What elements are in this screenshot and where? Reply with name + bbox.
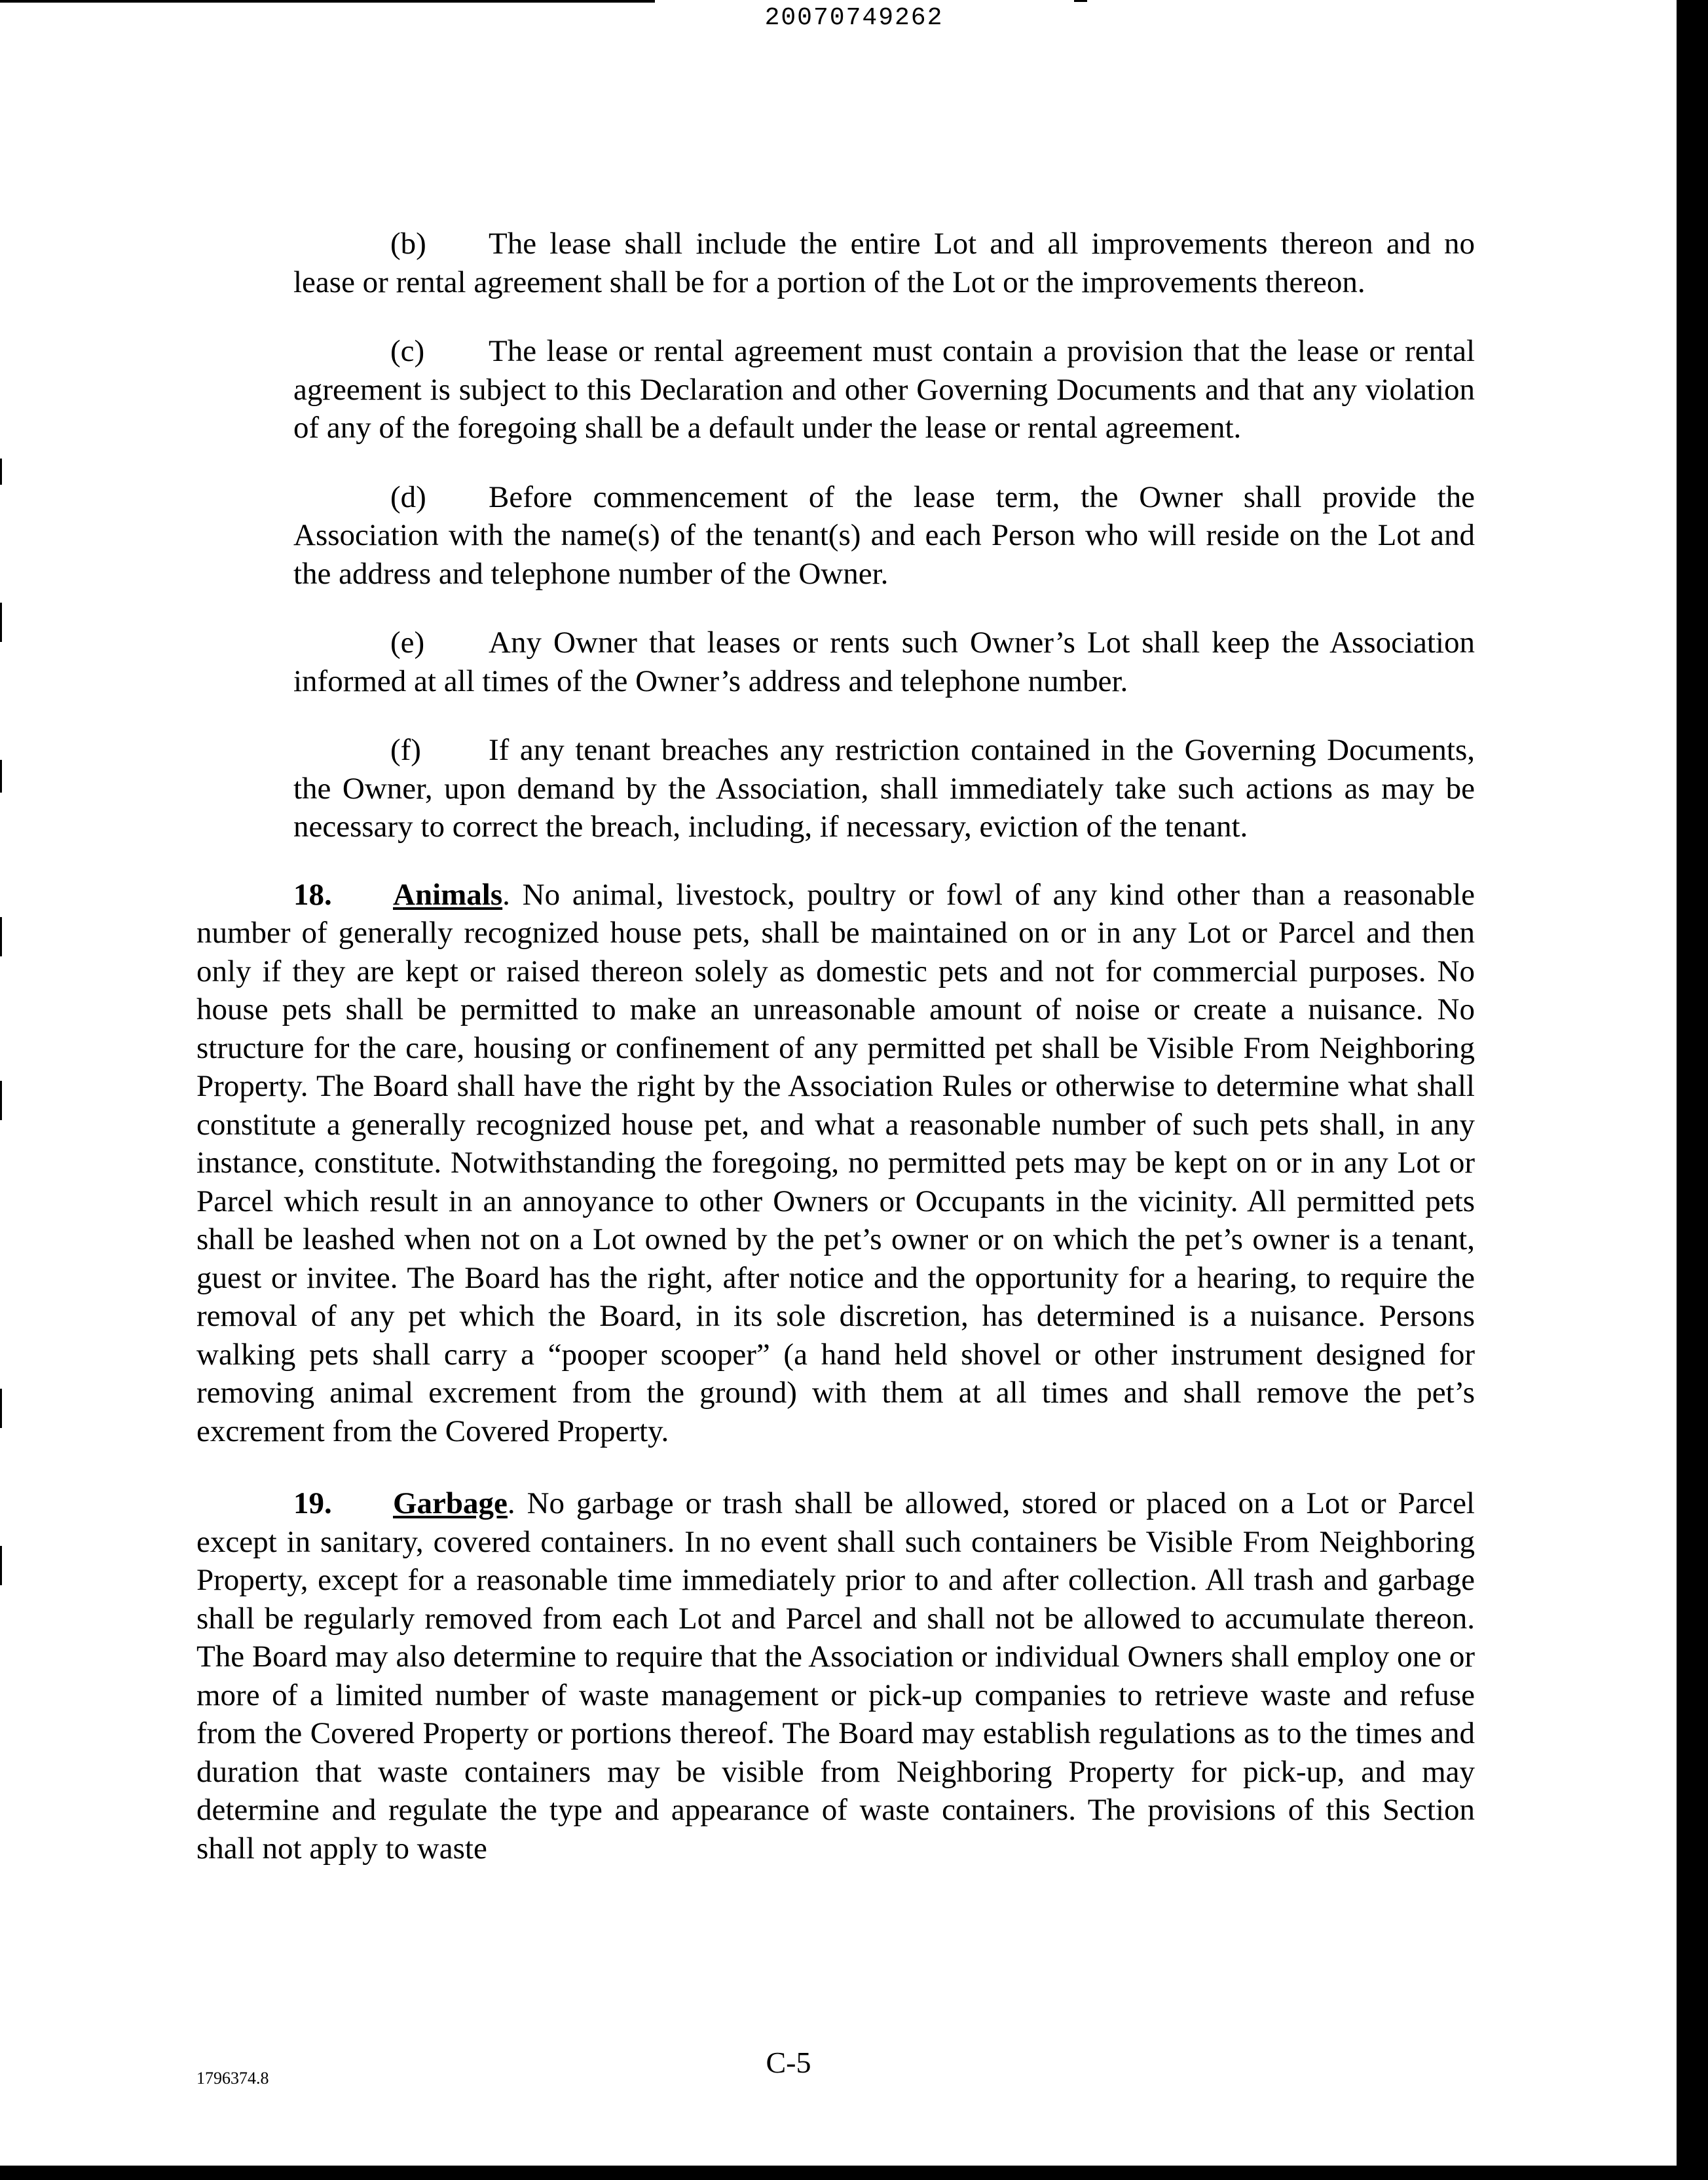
footer-document-id: 1796374.8 [196, 2069, 269, 2088]
scan-left-mark [0, 1389, 2, 1428]
subsection-label: (f) [390, 733, 421, 767]
document-body [196, 194, 1475, 1902]
scan-left-mark [0, 1081, 2, 1120]
scan-left-mark [0, 603, 2, 642]
section-text: . No garbage or trash shall be allowed, stored or placed on a Lot or Parcel except in sanitary, covered containers. In no event shall such containers be Visible From Neighboring Property, except for a reasonable time immediately prior to and after collection. All trash and garbage shall be regularly removed from each Lot and Parcel and shall not be allowed to accumulate thereon. The Board may also determine to require that the Association or individual Owners shall employ one or more of a limited number of waste management or pick-up companies to retrieve waste and refuse from the Covered Property or portions thereof. The Board may establish regulations as to the times and duration that waste containers may be visible from Neighboring Property for pick-up, and may determine and regulate the type and appearance of waste containers. The provisions of this Section shall not apply to waste [196, 1486, 1475, 1866]
subsection-c [293, 332, 1475, 447]
subsection-label: (b) [390, 227, 426, 261]
subsection-text: The lease shall include the entire Lot and all improvements thereon and no lease or rental agreement shall be for a portion of the Lot or the improvements thereon. [293, 227, 1475, 299]
section-number: 18. [293, 877, 332, 912]
subsection-text: Before commencement of the lease term, the Owner shall provide the Association with the name(s) of the tenant(s) and each Person who will reside on the Lot and the address and telephone number of the Owner. [293, 479, 1475, 591]
subsection-text: If any tenant breaches any restriction contained in the Governing Documents, the Owner, upon demand by the Association, shall immediately take such actions as may be necessary to correct the breach, including, if necessary, eviction of the tenant. [293, 733, 1475, 844]
scan-left-mark [0, 459, 2, 485]
section-19-garbage [196, 1484, 1475, 1868]
section-heading: Garbage [393, 1486, 508, 1520]
scan-left-mark [0, 917, 2, 956]
footer-page-number: C-5 [766, 2046, 811, 2079]
section-18-animals [196, 876, 1475, 1451]
subsection-f [293, 731, 1475, 846]
scan-top-rule [0, 0, 655, 3]
subsection-label: (c) [390, 334, 425, 368]
section-heading: Animals [393, 877, 503, 912]
subsection-d [293, 478, 1475, 593]
scan-left-mark [0, 1546, 2, 1585]
subsection-label: (d) [390, 479, 426, 514]
section-text: . No animal, livestock, poultry or fowl of any kind other than a reasonable number of generally recognized house pets, shall be maintained on or in any Lot or Parcel and then only if they are kept or raised thereon solely as domestic pets and not for commercial purposes. No house pets shall be permitted to make an unreasonable amount of noise or create a nuisance. No structure for the care, housing or confinement of any permitted pet shall be Visible From Neighboring Property. The Board shall have the right by the Association Rules or otherwise to determine what shall constitute a generally recognized house pet, and what a reasonable number of such pets shall, in any instance, constitute. Notwithstanding the foregoing, no permitted pets may be kept on or in any Lot or Parcel which result in an annoyance to other Owners or Occupants in the vicinity. All permitted pets shall be leashed when not on a Lot owned by the pet’s owner or on which the pet’s owner is a tenant, guest or invitee. The Board has the right, after notice and the opportunity for a hearing, to require the removal of any pet which the Board, in its sole discretion, has determined is a nuisance. Persons walking pets shall carry a “pooper scooper” (a hand held shovel or other instrument designed for removing animal excrement from the ground) with them at all times and shall remove the pet’s excrement from the Covered Property. [196, 877, 1475, 1448]
section-number: 19. [293, 1486, 332, 1520]
subsection-b [293, 225, 1475, 301]
scan-right-border [1677, 0, 1708, 2180]
scan-bottom-border [0, 2166, 1708, 2180]
recording-number: 20070749262 [764, 4, 944, 32]
subsection-text: The lease or rental agreement must contain a provision that the lease or rental agreement is subject to this Declaration and other Governing Documents and that any violation of any of the foregoing shall be a default under the lease or rental agreement. [293, 334, 1475, 445]
subsection-e [293, 624, 1475, 700]
scan-left-mark [0, 760, 2, 793]
subsection-label: (e) [390, 626, 425, 660]
subsection-text: Any Owner that leases or rents such Owner’s Lot shall keep the Association informed at all times of the Owner’s address and telephone number. [293, 626, 1475, 698]
scan-top-tick [1074, 0, 1087, 2]
